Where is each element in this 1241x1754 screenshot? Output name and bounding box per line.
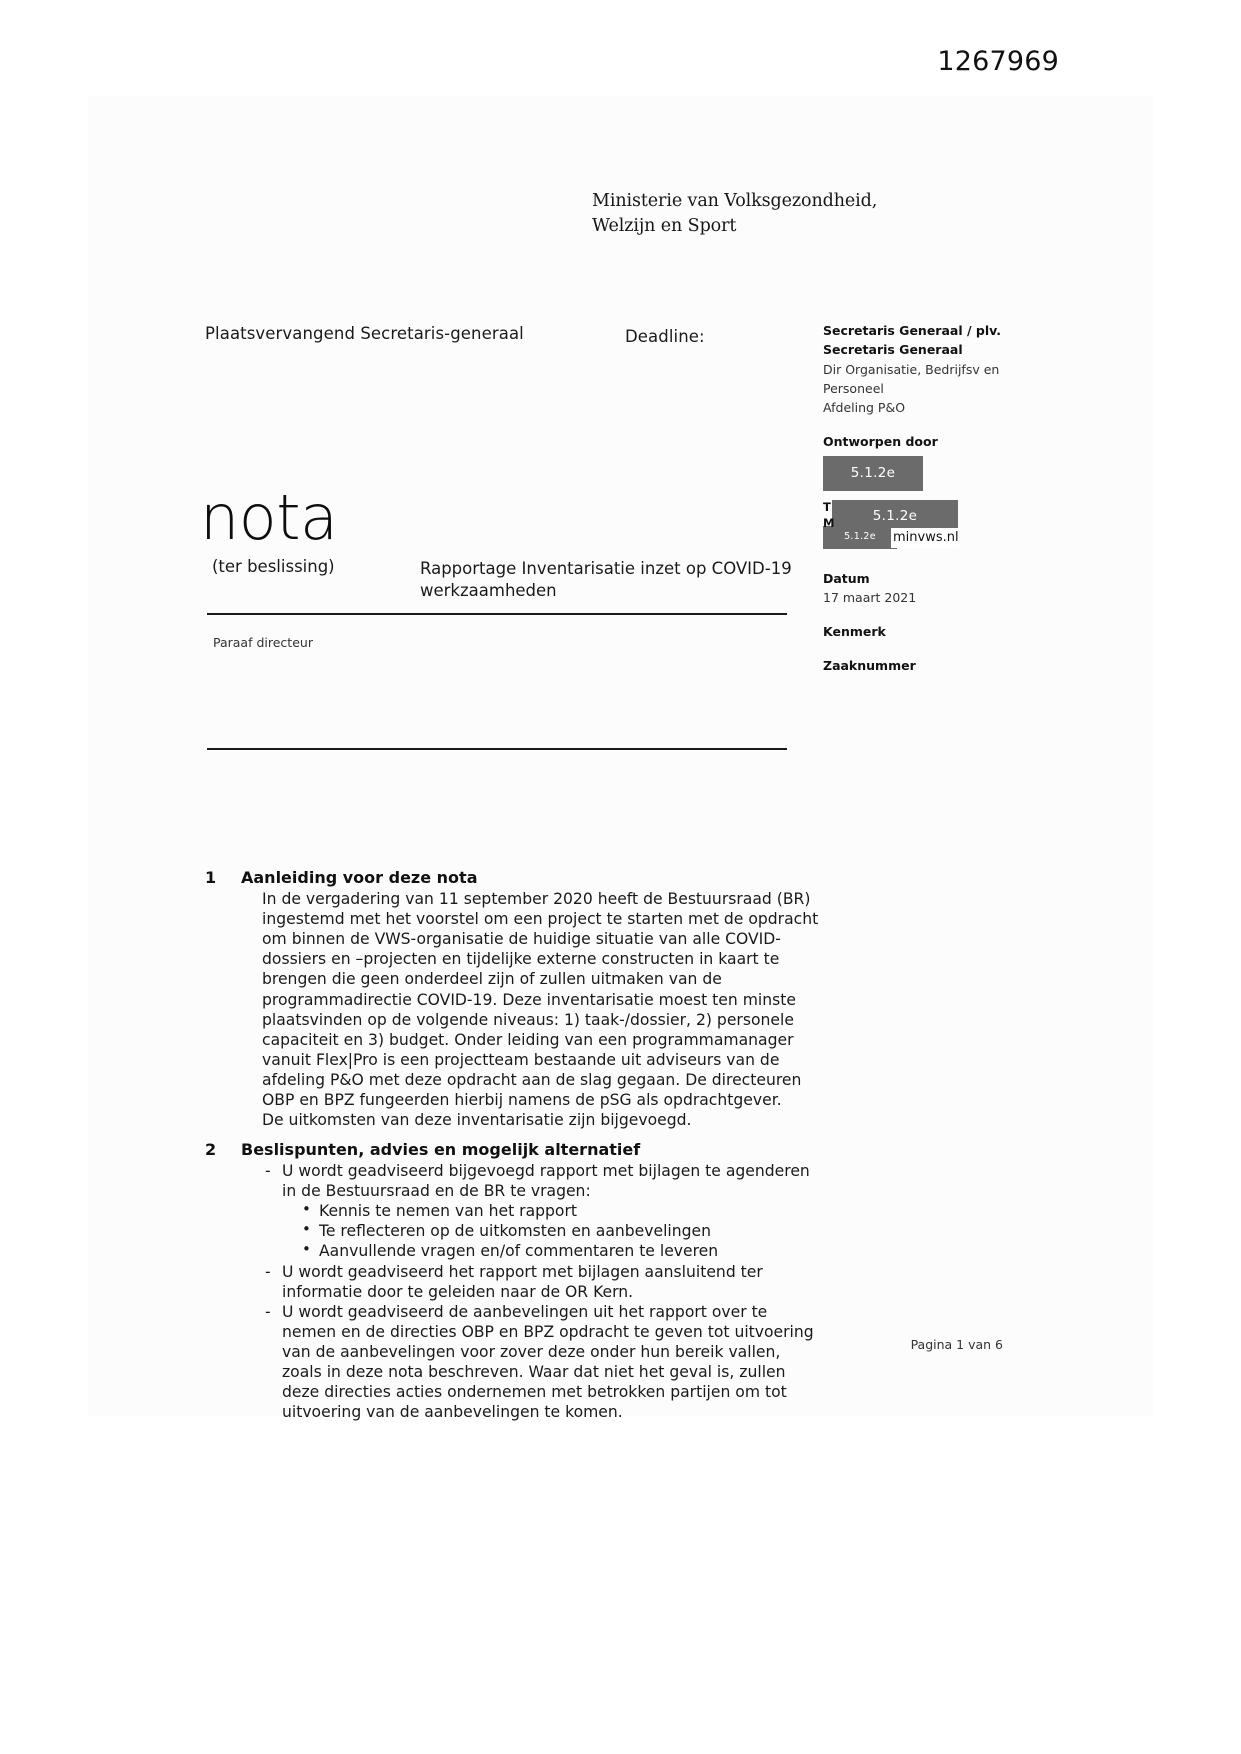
section-1-number: 1 xyxy=(205,868,217,887)
spacer-3 xyxy=(823,607,1008,620)
spacer-4 xyxy=(823,641,1008,654)
subject-line: Rapportage Inventarisatie inzet op COVID-19 werkzaamheden xyxy=(420,559,792,601)
list-item: • Te reflecteren op de uitkomsten en aanbevelingen xyxy=(282,1221,825,1241)
document-number: 1267969 xyxy=(937,46,1059,77)
ministry-line-2: Welzijn en Sport xyxy=(592,216,737,237)
list-item: - U wordt geadviseerd de aanbevelingen uit het rapport over te nemen en de directies OBP en BPZ opdracht te geven tot uitvoering van de aanbevelingen voor zover deze onder hun bereik vallen, zoals in deze nota beschreven. Waar dat niet het geval is, zullen deze directies acties ondernemen met betrokken partijen om tot uitvoering van de aanbevelingen te komen. xyxy=(262,1302,825,1423)
list-item: • Aanvullende vragen en/of commentaren te leveren xyxy=(282,1241,825,1261)
ministry-name xyxy=(592,189,877,240)
zaaknummer-label: Zaaknummer xyxy=(823,658,916,674)
page-footer: Pagina 1 van 6 xyxy=(910,1337,1003,1352)
section-2-title: Beslispunten, advies en mogelijk alternatief xyxy=(241,1140,641,1159)
phone-label: T xyxy=(823,500,831,515)
org-line-2: Secretaris Generaal xyxy=(823,341,963,357)
org-line-1: Secretaris Generaal / plv. xyxy=(823,323,1001,338)
deadline-label: Deadline: xyxy=(625,327,705,346)
ministry-line-1: Ministerie van Volksgezondheid, xyxy=(592,191,878,211)
email-domain: minvws.nl xyxy=(891,528,959,548)
dept-line-3: Afdeling P&O xyxy=(823,399,906,415)
dept-line-2: Personeel xyxy=(823,380,884,396)
advice-sublist xyxy=(282,1201,825,1261)
date-label: Datum xyxy=(823,571,870,587)
advice-item-1-text: U wordt geadviseerd bijgevoegd rapport met bijlagen te agenderen in de Bestuursraad en de BR te vragen: xyxy=(282,1162,810,1201)
section-2-heading xyxy=(205,1140,825,1159)
spacer-2 xyxy=(823,554,1008,567)
section-1-paragraph-2: De uitkomsten van deze inventarisatie zijn bijgevoegd. xyxy=(262,1111,692,1130)
phone-redaction-box: 5.1.2e xyxy=(832,500,958,534)
page-margin-left xyxy=(0,0,88,1754)
date-value: 17 maart 2021 xyxy=(823,590,917,606)
section-2 xyxy=(205,1140,825,1422)
section-2-number: 2 xyxy=(205,1140,217,1159)
list-item xyxy=(262,1161,825,1262)
addressee: Plaatsvervangend Secretaris-generaal xyxy=(205,324,524,343)
dept-line-1: Dir Organisatie, Bedrijfsv en xyxy=(823,361,1000,377)
advice-list xyxy=(262,1161,825,1422)
divider-middle xyxy=(207,748,787,750)
page-title: nota xyxy=(200,481,338,554)
author-redaction-box: 5.1.2e xyxy=(823,456,923,492)
section-1-paragraph: In de vergadering van 11 september 2020 heeft de Bestuursraad (BR) ingestemd met het voorstel om een project te starten met de opdracht om binnen de VWS-organisatie de huidige situatie van alle COVID-dossiers en –projecten en tijdelijke externe constructen in kaart te brengen die geen onderdeel zijn of zullen uitmaken van de programmadirectie COVID-19. Deze inventarisatie moest ten minste plaatsvinden op de volgende niveaus: 1) taak-/dossier, 2) personele capaciteit en 3) budget. Onder leiding van een programmamanager vanuit Flex|Pro is een projectteam bestaande uit adviseurs van de afdeling P&O met deze opdracht aan de slag gegaan. De directeuren OBP en BPZ fungeerden hierbij namens de pSG als opdrachtgever. xyxy=(262,890,819,1110)
contact-block xyxy=(823,500,1008,554)
section-2-body xyxy=(262,1161,825,1422)
contact-labels xyxy=(823,500,834,531)
section-1-heading xyxy=(205,868,825,887)
spacer xyxy=(823,417,1008,430)
decision-type: (ter beslissing) xyxy=(212,557,335,576)
divider-top xyxy=(207,613,787,615)
mobile-label: M xyxy=(823,515,835,530)
kenmerk-label: Kenmerk xyxy=(823,624,886,640)
email-redaction-box: 5.1.2e xyxy=(823,526,897,549)
metadata-sidebar xyxy=(823,322,1008,675)
author-label: Ontworpen door xyxy=(823,433,938,449)
section-1-title: Aanleiding voor deze nota xyxy=(241,868,478,887)
paraaf-label: Paraaf directeur xyxy=(213,635,313,650)
section-1 xyxy=(205,868,825,1130)
section-1-body xyxy=(262,889,825,1130)
list-item: - U wordt geadviseerd het rapport met bijlagen aansluitend ter informatie door te geleiden naar de OR Kern. xyxy=(262,1262,825,1302)
list-item: • Kennis te nemen van het rapport xyxy=(282,1201,825,1221)
